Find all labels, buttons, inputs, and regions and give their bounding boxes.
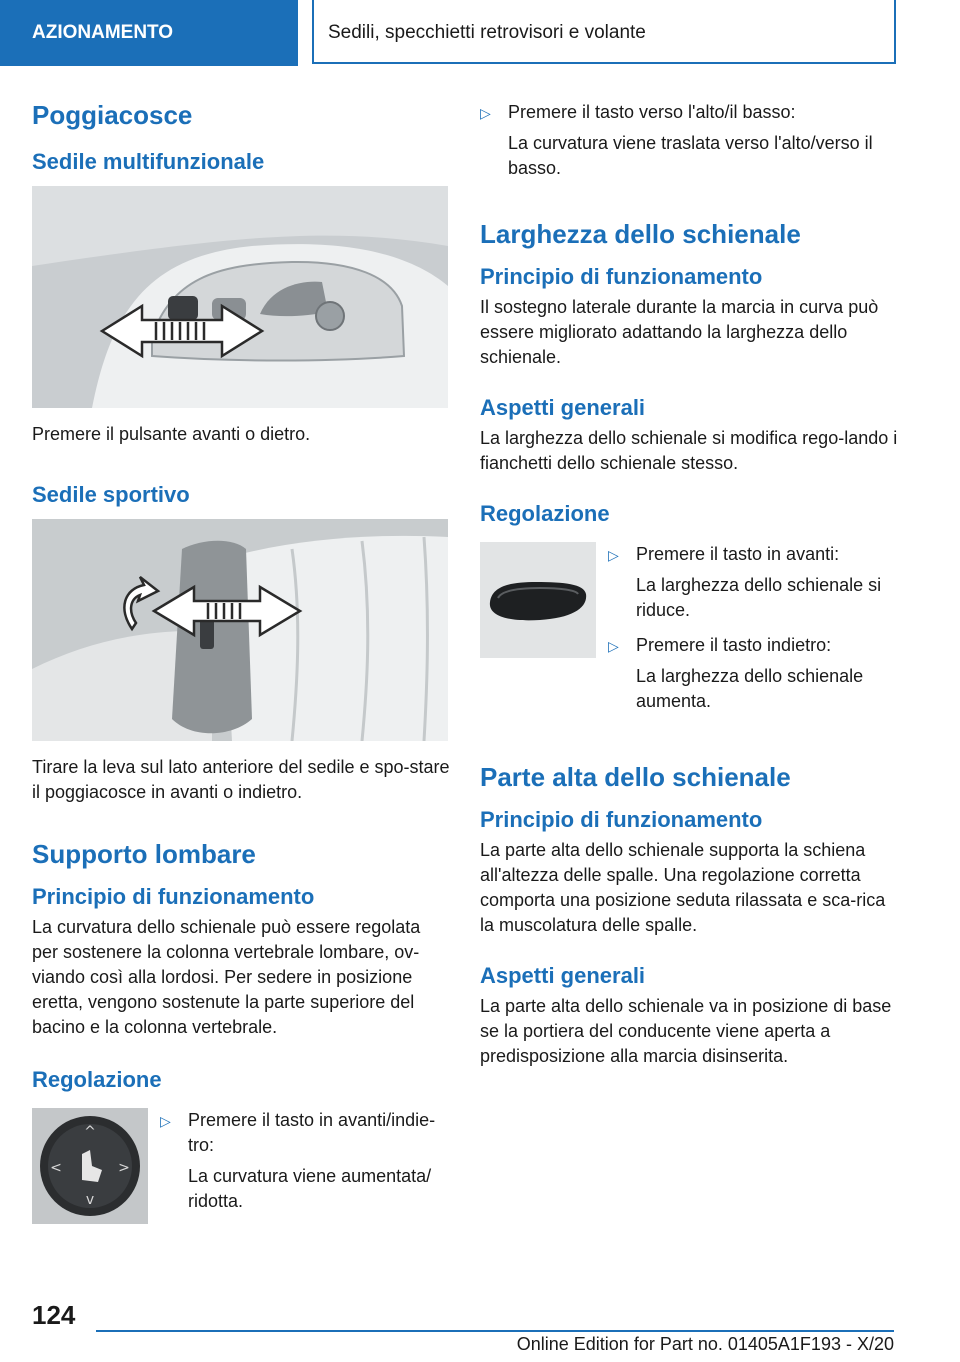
lumbar-step-1 [160,1108,450,1214]
width-steps [608,542,898,722]
upper-backrest-title: Parte alta dello schienale [480,762,791,792]
lumbar-adjustment-block [32,1108,450,1224]
lumbar-step-1-text: Premere il tasto in avanti/indie-tro: [188,1110,436,1155]
lumbar-support-title: Supporto lombare [32,839,256,869]
footer-rule [96,1330,894,1332]
upper-principle-text: La parte alta dello schienale supporta la schiena all'altezza delle spalle. Una regolazione corretta comporta una posizione seduta rilassata e sca-rica la muscolatura delle spalle. [480,840,886,935]
multifunction-seat-heading: Sedile multifunzionale [32,149,265,174]
upper-principle-heading: Principio di funzionamento [480,807,763,832]
page-header [0,0,960,66]
svg-text:v: v [85,1192,95,1208]
lumbar-steps [160,1108,450,1222]
sport-seat-caption: Tirare la leva sul lato anteriore del sedile e spo-stare il poggiacosce in avanti o indietro. [32,757,450,802]
width-step-1-result: La larghezza dello schienale si riduce. [636,575,882,620]
width-step-1 [608,542,898,623]
upper-general-heading: Aspetti generali [480,963,646,988]
right-column [480,100,898,1087]
svg-text:<: < [50,1160,62,1176]
width-general-heading: Aspetti generali [480,395,646,420]
lumbar-principle-text: La curvatura dello schienale può essere regolata per sostenere la colonna vertebrale lombare, ov-viando così alla lordosi. Per sedere in posizione eretta, vengono sostenute la parte superiore del bacino e la colonna vertebrale. [32,917,421,1037]
svg-text:>: > [118,1160,130,1176]
page-number: 124 [32,1300,76,1330]
width-principle-heading: Principio di funzionamento [480,264,763,289]
width-step-1-text: Premere il tasto in avanti: [636,544,840,564]
svg-text:^: ^ [84,1124,96,1140]
width-step-2-result: La larghezza dello schienale aumenta. [636,666,864,711]
width-step-2-text: Premere il tasto indietro: [636,635,832,655]
multifunction-seat-caption: Premere il pulsante avanti o dietro. [32,424,311,444]
left-column [32,100,450,1244]
width-principle-text: Il sostegno laterale durante la marcia in curva può essere migliorato adattando la larghezza dello schienale. [480,297,879,367]
lumbar-step-2-result: La curvatura viene traslata verso l'alto/verso il basso. [508,133,873,178]
sport-seat-photo [32,519,448,741]
lumbar-switch-photo [32,1108,148,1224]
sport-seat-heading: Sedile sportivo [32,482,190,507]
bullet-icon: ▷ [160,1113,171,1129]
bullet-icon: ▷ [608,547,619,563]
width-switch-photo [480,542,596,658]
lumbar-principle-heading: Principio di funzionamento [32,884,315,909]
multifunction-seat-photo [32,186,448,408]
width-adjustment-block [480,542,898,722]
bullet-icon: ▷ [480,105,491,121]
thigh-support-title: Poggiacosce [32,100,193,130]
lumbar-step-1-result: La curvatura viene aumentata/ ridotta. [188,1166,432,1211]
bullet-icon: ▷ [608,638,619,654]
width-adjustment-heading: Regolazione [480,501,610,526]
lumbar-step-2-text: Premere il tasto verso l'alto/il basso: [508,102,796,122]
upper-general-text: La parte alta dello schienale va in posizione di base se la portiera del conducente viene aperta a predisposizione alla marcia disinserita. [480,996,892,1066]
chapter-title: Sedili, specchietti retrovisori e volante [312,0,896,64]
section-tab: AZIONAMENTO [0,0,298,66]
width-step-2 [608,633,898,714]
edition-text: Online Edition for Part no. 01405A1F193 - X/20 [516,1334,894,1354]
backrest-width-title: Larghezza dello schienale [480,219,801,249]
lumbar-step-2 [480,100,898,181]
width-general-text: La larghezza dello schienale si modifica rego-lando i fianchetti dello schienale stesso. [480,428,898,473]
lumbar-adjustment-heading: Regolazione [32,1067,162,1092]
